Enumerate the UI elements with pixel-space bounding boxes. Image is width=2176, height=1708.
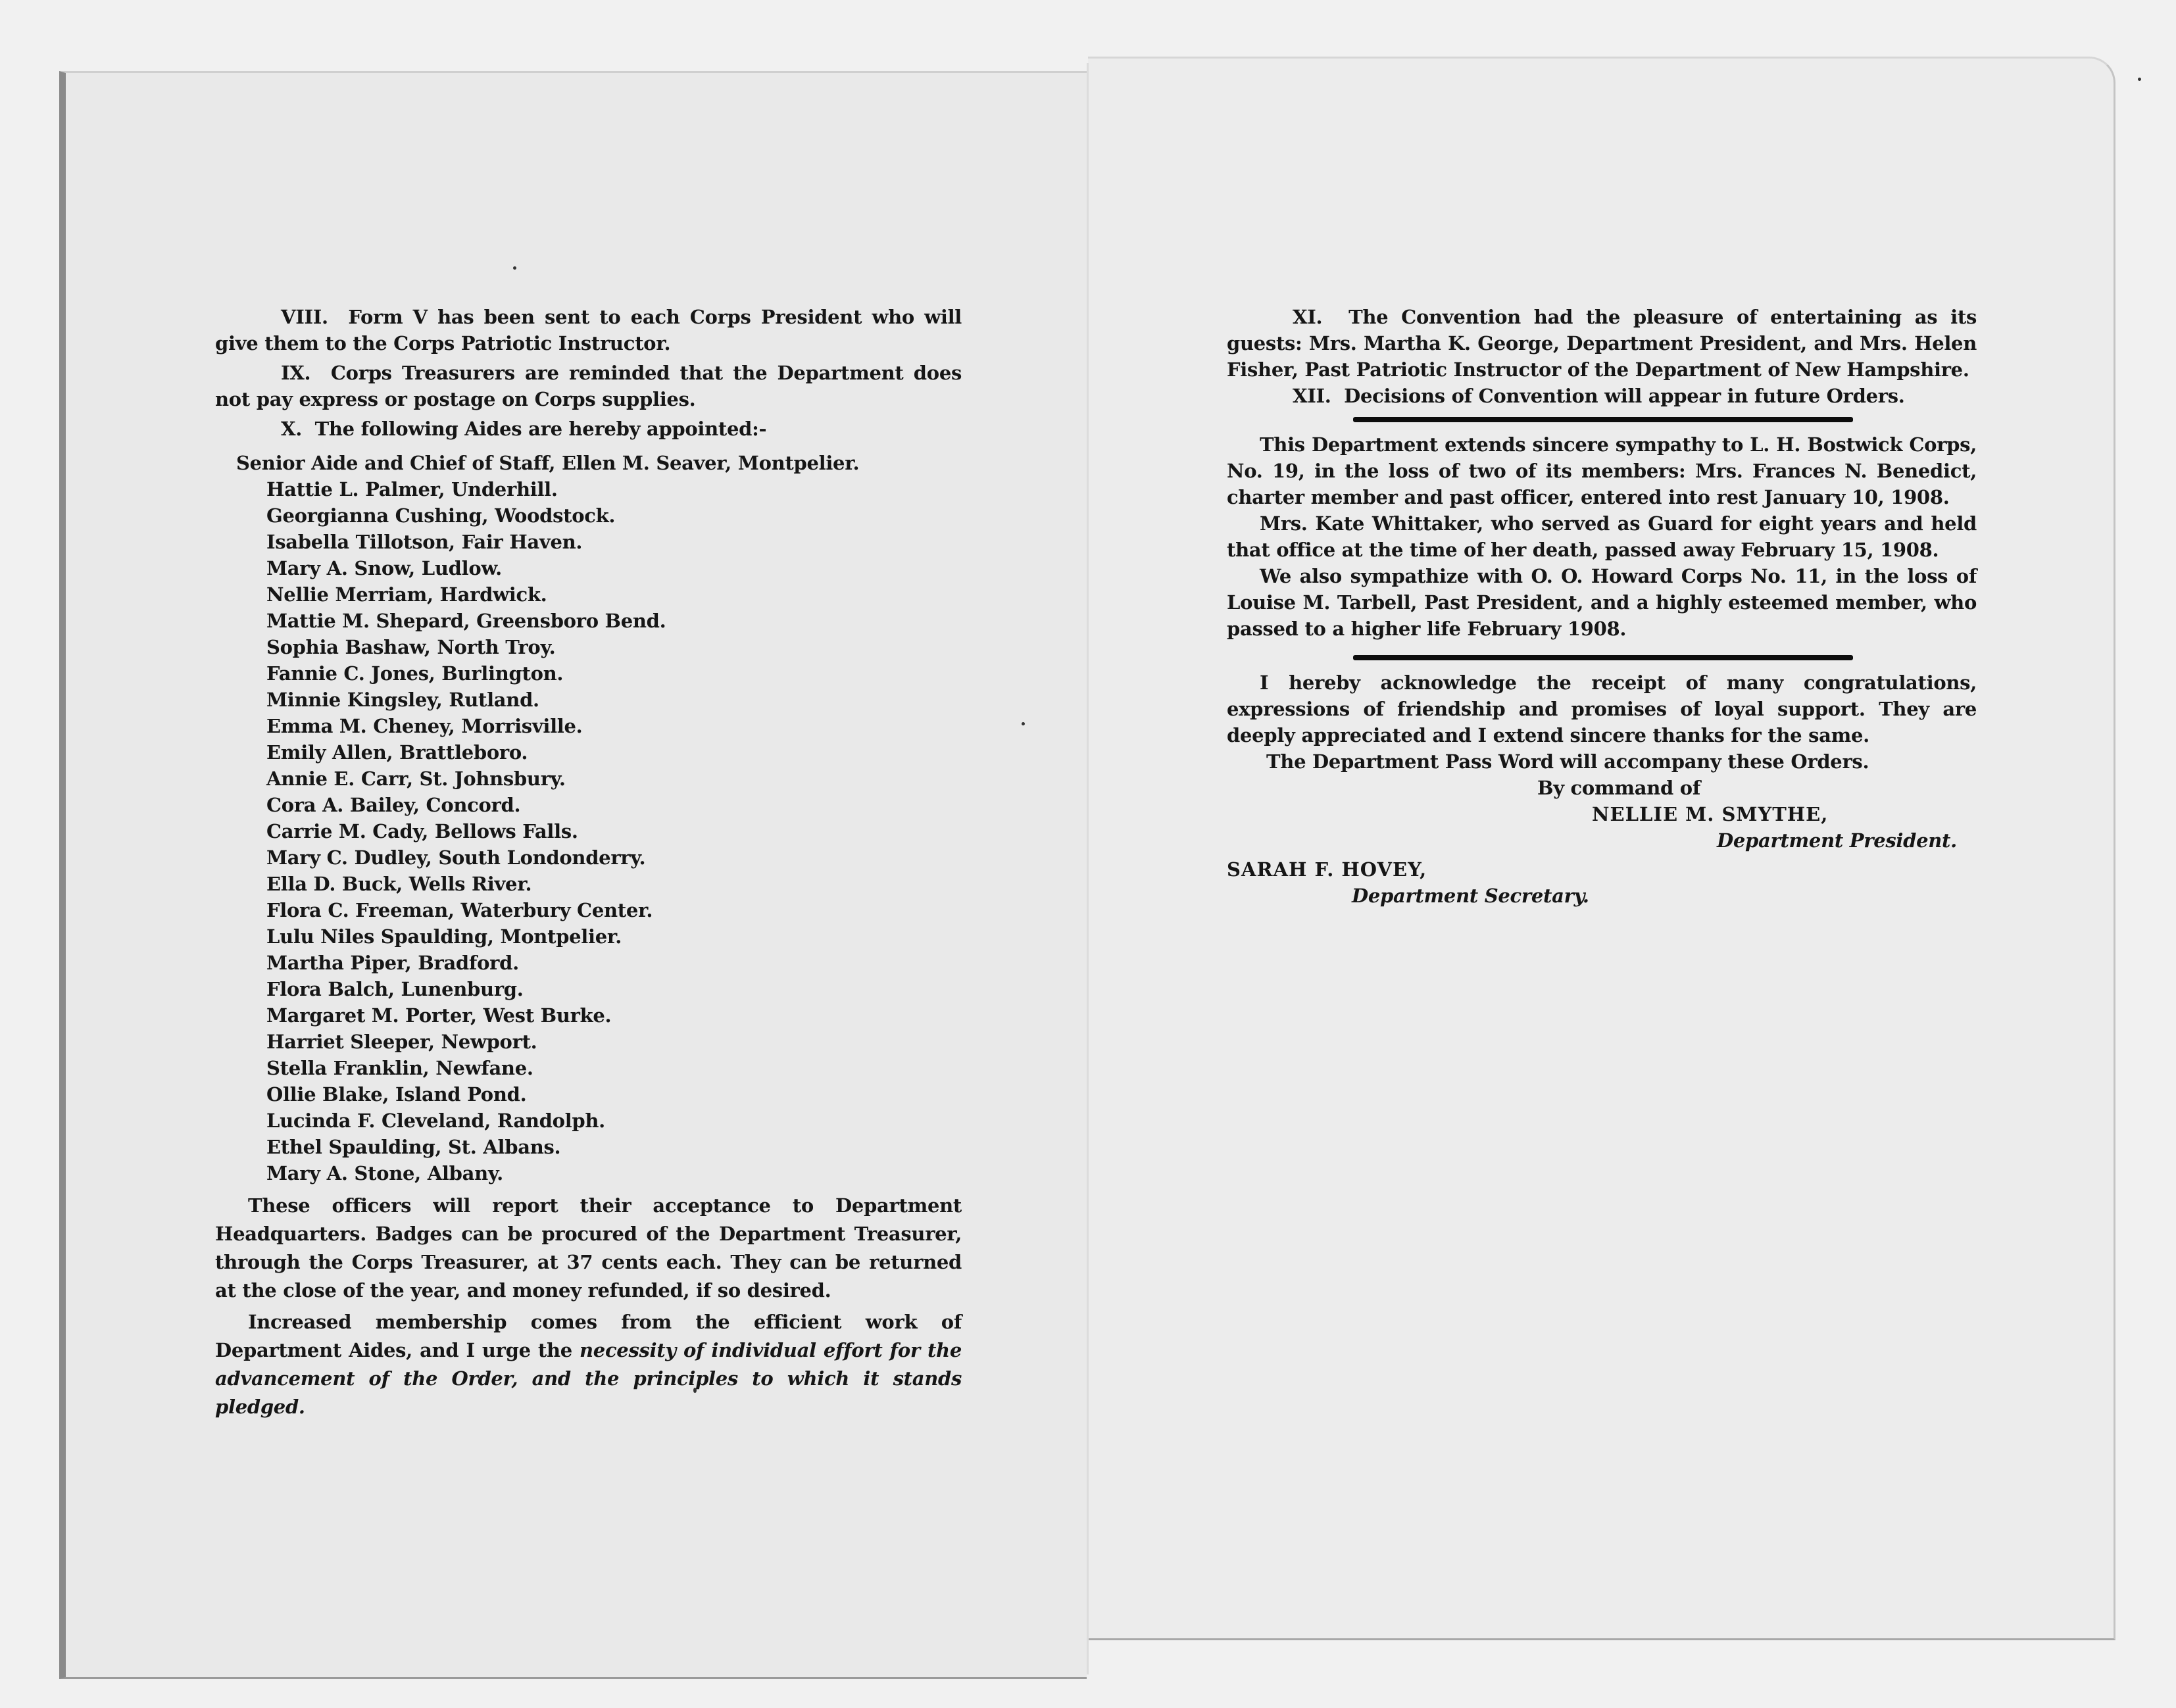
- italic-emphasis: necessity of individual effort for the advancement of the Order, and the principles to which it stands pledged.: [215, 1339, 962, 1418]
- list-item: Emma M. Cheney, Morrisville.: [266, 715, 583, 737]
- secretary-title: Department Secretary.: [1352, 885, 1589, 907]
- list-item: Stella Franklin, Newfane.: [266, 1057, 533, 1079]
- list-item: Senior Aide and Chief of Staff, Ellen M. Seaver, Montpelier.: [236, 452, 860, 474]
- ink-speck: [2138, 78, 2141, 81]
- list-item: Flora C. Freeman, Waterbury Center.: [266, 899, 653, 921]
- list-item: Nellie Merriam, Hardwick.: [266, 583, 547, 606]
- left-column: [215, 304, 962, 1421]
- divider-rule: [1353, 417, 1853, 422]
- section-number: X.: [281, 418, 302, 440]
- list-item: Margaret M. Porter, West Burke.: [266, 1004, 612, 1027]
- section-number: VIII.: [281, 306, 328, 328]
- section-number: IX.: [281, 362, 311, 384]
- list-item: Minnie Kingsley, Rutland.: [266, 689, 539, 711]
- list-item: Hattie L. Palmer, Underhill.: [266, 478, 558, 500]
- sympathy-paragraph-2: Mrs. Kate Whittaker, who served as Guard for eight years and held that office at the time of her death, passed away February 15, 1908.: [1227, 512, 1977, 561]
- membership-paragraph: [215, 1308, 962, 1421]
- center-fold: [1087, 63, 1089, 1674]
- list-item: Mary A. Snow, Ludlow.: [266, 557, 502, 579]
- list-item: Annie E. Carr, St. Johnsbury.: [266, 768, 566, 790]
- acknowledge-paragraph: I hereby acknowledge the receipt of many congratulations, expressions of friendship and promises of loyal support. They are deeply appreciated and I extend sincere thanks for the same.: [1227, 671, 1977, 746]
- sympathy-paragraph-1: This Department extends sincere sympathy to L. H. Bostwick Corps, No. 19, in the loss of two of its members: Mrs. Frances N. Benedict, charter member and past officer, entered into rest January 10, 1908.: [1227, 433, 1977, 508]
- paragraph-text: Decisions of Convention will appear in future Orders.: [1344, 385, 1905, 407]
- list-item: Cora A. Bailey, Concord.: [266, 794, 521, 816]
- list-item: Mattie M. Shepard, Greensboro Bend.: [266, 610, 666, 632]
- paragraph-xii: [1227, 383, 1977, 409]
- section-number: XI.: [1293, 306, 1323, 328]
- list-item: Mary C. Dudley, South Londonderry.: [266, 846, 646, 869]
- officers-paragraph: These officers will report their acceptance to Department Headquarters. Badges can be procured of the Department Treasurer, through the Corps Treasurer, at 37 cents each. They can be returned at the close of the year, and money refunded, if so desired.: [215, 1194, 962, 1302]
- paragraph-text: Corps Treasurers are reminded that the Department does not pay express or postage on Corps supplies.: [215, 362, 962, 410]
- list-item: Ethel Spaulding, St. Albans.: [266, 1136, 561, 1158]
- paragraph-text: The following Aides are hereby appointed:-: [314, 418, 767, 440]
- signer-name: NELLIE M. SMYTHE,: [1592, 803, 1829, 825]
- paragraph-text: Increased membership comes from the efficient work of Department Aides, and I urge the: [215, 1311, 962, 1361]
- list-item: Harriet Sleeper, Newport.: [266, 1031, 537, 1053]
- paragraph-viii: [215, 304, 962, 356]
- list-item: Martha Piper, Bradford.: [266, 952, 519, 974]
- list-item: Carrie M. Cady, Bellows Falls.: [266, 820, 578, 842]
- list-item: Georgianna Cushing, Woodstock.: [266, 504, 616, 527]
- list-item: Lulu Niles Spaulding, Montpelier.: [266, 925, 622, 948]
- paragraph-ix: [215, 360, 962, 412]
- paragraph-text: The Convention had the pleasure of entertaining as its guests: Mrs. Martha K. George, Department President, and Mrs. Helen Fisher, Past Patriotic Instructor of the Department of New Hampshire.: [1227, 306, 1977, 381]
- secretary-name: SARAH F. HOVEY,: [1227, 858, 1427, 881]
- by-command-line: By command of: [1537, 777, 1700, 799]
- section-number: XII.: [1293, 385, 1331, 407]
- list-item: Ollie Blake, Island Pond.: [266, 1083, 527, 1106]
- list-item: Fannie C. Jones, Burlington.: [266, 662, 564, 685]
- list-item: Lucinda F. Cleveland, Randolph.: [266, 1110, 605, 1132]
- paragraph-text: Form V has been sent to each Corps President who will give them to the Corps Patriotic Instructor.: [215, 306, 962, 354]
- pass-word-line: The Department Pass Word will accompany these Orders.: [1266, 750, 1869, 773]
- signer-title: Department President.: [1717, 829, 1957, 852]
- list-item: Ella D. Buck, Wells River.: [266, 873, 532, 895]
- paragraph-xi: [1227, 304, 1977, 383]
- paragraph-x: [215, 416, 962, 442]
- list-item: Emily Allen, Brattleboro.: [266, 741, 528, 764]
- list-item: Sophia Bashaw, North Troy.: [266, 636, 556, 658]
- sympathy-paragraph-3: We also sympathize with O. O. Howard Corps No. 11, in the loss of Louise M. Tarbell, Past President, and a highly esteemed member, who passed to a higher life February 1908.: [1227, 565, 1977, 640]
- aides-list: [215, 450, 962, 1186]
- list-item: Mary A. Stone, Albany.: [266, 1162, 503, 1184]
- list-item: Flora Balch, Lunenburg.: [266, 978, 524, 1000]
- divider-rule: [1353, 655, 1853, 660]
- ink-speck: [513, 266, 516, 270]
- list-item: Isabella Tillotson, Fair Haven.: [266, 531, 583, 553]
- ink-speck: [1022, 722, 1025, 725]
- right-column: [1227, 304, 1977, 909]
